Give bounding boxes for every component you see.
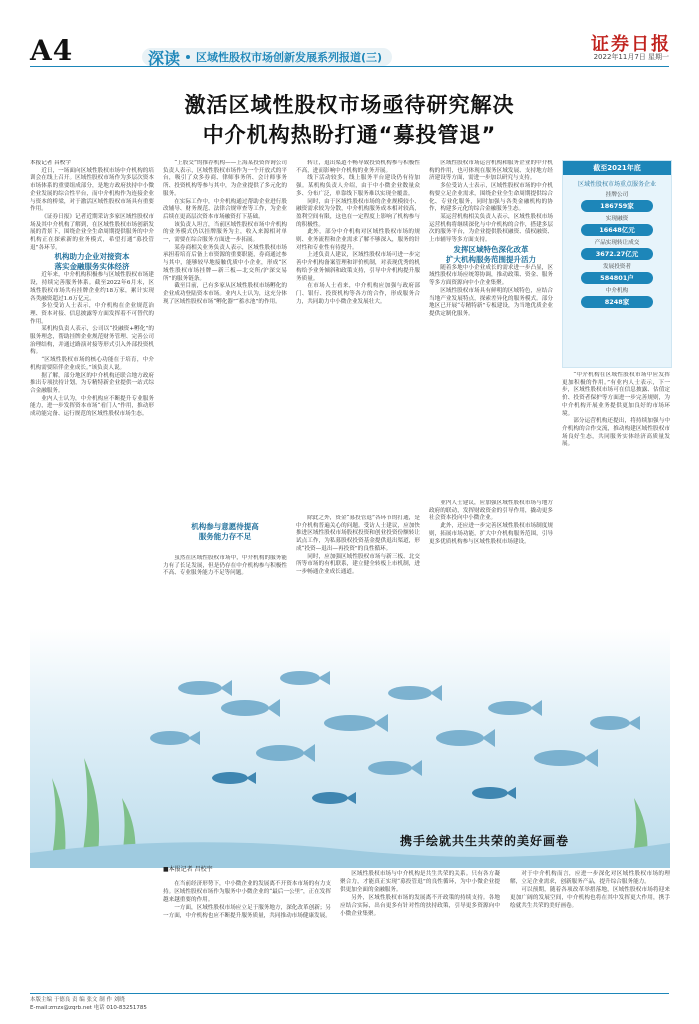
paragraph: 业内人士建议，应加强区域性股权市场与地方政府的联动，发挥财政资金的引导作用，撬动更多社会资本投向中小微企业。	[429, 500, 553, 522]
paragraph: 可以预期，随着各项改革举措落地，区域性股权市场将迎来更加广阔的发展空间，中介机构也将在其中发挥更大作用，携手绘就共生共荣的美好画卷。	[510, 887, 670, 909]
paragraph: 区域性股权市场与中介机构是共生共荣的关系。只有各方凝聚合力，才能真正实现“募投管退”的良性循环，为中小微企业提供更加全面的金融服务。	[340, 871, 500, 893]
article-column-3	[296, 160, 420, 515]
editor-credits: 本版主编 于德良 责 编 张文 制 作 刘晓	[30, 997, 125, 1003]
commentary-column-1	[163, 880, 331, 992]
paragraph: 对于中介机构而言，应进一步深化对区域性股权市场的理解，立足企业需求，创新服务产品，提升综合服务能力。	[510, 871, 670, 885]
paragraph: “中介机构在区域性股权市场中应发挥更加积极的作用。”有业内人士表示，下一步，区域性股权市场可在信息披露、估值定价、投资者保护等方面进一步完善规则，为中介机构开展业务提供更加良好的市场环境。	[562, 372, 670, 417]
paragraph: 多位受访人士表示，区域性股权市场的中介机构要立足企业需求，围绕企业全生命周期提供综合化、专业化服务，同时加强与各类金融机构的协作，构建多元化的综合金融服务生态。	[429, 183, 553, 213]
stat-label: 发展投资者	[603, 264, 631, 270]
stat-label: 挂牌公司	[605, 192, 629, 198]
newspaper-logo: 证券日报	[591, 34, 671, 55]
paragraph: 此外，还应进一步完善区域性股权市场制度规则，拓展市场功能，扩大中介机构服务范围，引导更多优质机构参与区域性股权市场建设。	[429, 523, 553, 545]
paragraph: 某机构负责人表示，公司以“投融资+孵化”的服务理念，帮助挂牌企业规范财务管理、完善公司治理结构，并通过路演对接等形式引入外部投资机构。	[30, 326, 154, 356]
contact-info: E-mail:zmzx@zqrb.net 电话 010-83251785	[30, 1005, 147, 1011]
paragraph: 另外，区域性股权市场的发展离不开政策的持续支持。各地应结合实际，出台更多有针对性的扶持政策，引导更多资源向中小微企业集聚。	[340, 895, 500, 917]
paragraph: 虽然在区域性股权市场中，中介机构的服务能力有了长足发展，但是仍存在中介机构参与积极性不高、专业服务能力不足等问题。	[163, 555, 287, 577]
stat-row	[569, 263, 665, 284]
paragraph: 近日，一场面向区域性股权市场中介机构的培训会在线上召开。区域性股权市场作为多层次资本市场体系的重要组成部分，是地方政府扶持中小微企业发展的综合性平台，而中介机构作为连接企业与资本的桥梁，对于激活区域性股权市场具有重要作用。	[30, 167, 154, 213]
headline	[30, 90, 669, 150]
page-number: A4	[30, 34, 74, 67]
stat-value: 16648亿元	[581, 224, 653, 236]
masthead	[0, 0, 699, 68]
commentary-byline: ■本报记者 昌校宇	[163, 866, 213, 873]
stat-row	[569, 239, 665, 260]
stat-value: 186759家	[581, 200, 653, 212]
paragraph: 多位受访人士表示，中介机构在企业规范治理、资本对接、信息披露等方面发挥着不可替代的作用。	[30, 303, 154, 325]
subheading-2: 机构参与意愿待提高 服务能力存不足	[191, 522, 259, 541]
section-tag: 深读	[148, 48, 181, 68]
subheading-1: 机构助力企业对接资本 落实金融服务实体经济	[54, 252, 130, 272]
paragraph: 在市场人士看来，中介机构应加强与政府部门、银行、投资机构等各方的合作，形成服务合力，共同助力中小微企业发展壮大。	[296, 283, 420, 305]
stat-label: 产品实现转让成交	[594, 240, 640, 246]
paragraph: 同时，应加强区域性股权市场与新三板、北交所等市场的有机联系，建立健全转板上市机制，进一步畅通企业成长通道。	[296, 553, 420, 575]
article-byline: 本报记者 昌校宇	[30, 160, 71, 166]
commentary-column-2	[340, 870, 500, 992]
footer-divider	[30, 993, 669, 994]
section-banner	[142, 48, 392, 66]
commentary-column-3	[510, 870, 670, 992]
article-column-2-lower	[163, 555, 287, 610]
stat-value: 3672.27亿元	[581, 248, 653, 260]
article-column-2	[163, 160, 287, 515]
paragraph: 一方面，区域性股权市场应立足于服务地方，深化改革创新；另一方面，中介机构也应不断提升服务质量，共同推动市场健康发展。	[163, 905, 331, 919]
article-column-4-lower	[429, 500, 553, 625]
paragraph: 区域性股权市场运营机构和服务企业的中介机构的作用，也可体现在服务区域发展、支持地方经济建设等方面，需进一步加以研究与支持。	[429, 160, 553, 182]
paragraph: 部分运营机构还提出，将持续加强与中介机构的合作交流，推动构建区域性股权市场良好生态，共同服务实体经济高质量发展。	[562, 418, 670, 448]
stat-row	[569, 191, 665, 212]
stat-label: 中介机构	[605, 288, 629, 294]
headline-line-1: 激活区域性股权市场亟待研究解决	[184, 93, 515, 117]
stats-box	[562, 160, 672, 368]
stat-row	[569, 287, 665, 308]
paragraph: 近年来，中介机构积极参与区域性股权市场建设，持续完善服务体系。截至2022年6月末，区域性股权市场共有挂牌企业约18万家，累计实现各类融资超过1.6万亿元。	[30, 272, 154, 302]
paragraph: 在实际工作中，中介机构通过帮助企业进行股改辅导、财务规范、法律合规审查等工作，为企业后续在更高层次资本市场融资打下基础。	[163, 198, 287, 220]
subheading-3: 发挥区域特色深化改革 扩大机构服务范围提升活力	[446, 244, 536, 264]
paragraph: 转让，退出渠道不畅导致投资机构参与积极性不高，进而影响中介机构的业务开展。	[296, 160, 420, 174]
paragraph: 业内人士认为，中介机构应不断提升专业服务能力，进一步发挥资本市场“看门人”作用，推动形成功能完备、运行规范的区域性股权市场生态。	[30, 395, 154, 418]
illustration-graphic	[30, 628, 670, 868]
dot-icon	[186, 55, 190, 59]
article-column-3-lower	[296, 515, 420, 627]
series-title: 区域性股权市场创新发展系列报道(三)	[196, 51, 383, 64]
paragraph: 除此之外，资金“募投管退”各环节的打通，是中介机构普遍关心的问题。受访人士建议，应加快推进区域性股权市场股权投资和创业投资份额转让试点工作，为私募股权投资基金提供退出渠道，形成“投资—退出—再投资”的良性循环。	[296, 515, 420, 552]
paragraph: 上述负责人建议，区域性股权市场可进一步完善中介机构备案管理和评价机制，对表现优秀的机构给予业务倾斜和政策支持，引导中介机构提升服务质量。	[296, 252, 420, 282]
stat-value: 584801户	[581, 272, 653, 284]
headline-line-2: 中介机构热盼打通“募投管退”	[202, 123, 497, 147]
paragraph: 某券商相关业务负责人表示，区域性股权市场承担着培育后备上市资源的重要职能，券商通过参与其中，能够较早地接触优质中小企业，形成“区域性股权市场挂牌—新三板—北交所/沪深交易所”的服务链条。	[163, 244, 287, 282]
paragraph: 随着多地中小企业成长的需求进一步凸显，区域性股权市场应统筹协调，推动政策、资金、服务等多方面资源向中小企业集聚。	[429, 264, 553, 287]
paragraph: 线下活动较多，线上服务平台建设仍有待加强。某机构负责人介绍，由于中小微企业数量众多、分布广泛，单靠线下服务难以实现全覆盖。	[296, 175, 420, 197]
paragraph: 据了解，部分地区的中介机构还联合地方政府推出专项扶持计划，为专精特新企业提供一站式综合金融服务。	[30, 372, 154, 394]
stat-row	[569, 215, 665, 236]
issue-date: 2022年11月7日 星期一	[593, 53, 669, 61]
paragraph: 在当前经济形势下，中小微企业的发展离不开资本市场的有力支持。区域性股权市场作为服务中小微企业的“最后一公里”，正在发挥越来越重要的作用。	[163, 881, 331, 903]
article-column-5	[562, 372, 670, 625]
fish-illustration	[30, 628, 670, 868]
paragraph: 某运营机构相关负责人表示，区域性股权市场运营机构将继续深化与中介机构的合作，搭建多层次的服务平台，为企业提供股权融资、债权融资、上市辅导等多方面支持。	[429, 213, 553, 244]
paragraph: 截至目前，已有多家从区域性股权市场孵化的企业成功登陆资本市场。业内人士认为，这充分体现了区域性股权市场“孵化器”“蓄水池”的作用。	[163, 283, 287, 305]
paragraph: “区域性股权市场的核心功能在于培育，中介机构需要陪伴企业成长。”该负责人说。	[30, 357, 154, 371]
stat-value: 8248家	[581, 296, 653, 308]
paragraph: “上股交”的推荐机构——上海某投资咨询公司负责人表示，区域性股权市场作为一个开放式的平台，吸引了众多券商、律师事务所、会计师事务所、投资机构等参与其中，为企业提供了多元化的服务。	[163, 160, 287, 197]
paragraph: 该负责人坦言，当前区域性股权市场中介机构的业务模式仍以挂牌服务为主，收入来源相对单一，需要在综合服务方面进一步拓展。	[163, 221, 287, 244]
paragraph: 区域性股权市场具有鲜明的区域特色，应结合当地产业发展特点，探索差异化的服务模式。部分地区已开展“专精特新”专板建设，为当地优质企业提供定制化服务。	[429, 287, 553, 317]
paragraph: 此外，部分中介机构对区域性股权市场的规则、业务流程和企业需求了解不够深入，服务的针对性和专业性有待提升。	[296, 229, 420, 251]
stat-label: 实现融资	[605, 216, 629, 222]
illustration-caption: 携手绘就共生共荣的美好画卷	[400, 834, 570, 848]
article-column-4	[429, 160, 553, 500]
paragraph: 同时，由于区域性股权市场的企业规模较小、融资需求较为分散，中介机构服务成本相对较高，盈利空间有限，这也在一定程度上影响了机构参与的积极性。	[296, 198, 420, 228]
paragraph: 《证券日报》记者近期采访多家区域性股权市场及其中介机构了解到，在区域性股权市场创新发展的背景下，围绕企业全生命周期提供服务的中介机构正在探索新的业务模式，希望打通“募投管退”各环节。	[30, 213, 154, 251]
masthead-divider	[30, 66, 669, 67]
footer	[30, 996, 147, 1012]
stats-badge: 截至2021年底	[563, 161, 671, 175]
stats-subtitle: 区域性股权市场重点服务企业	[577, 181, 656, 188]
